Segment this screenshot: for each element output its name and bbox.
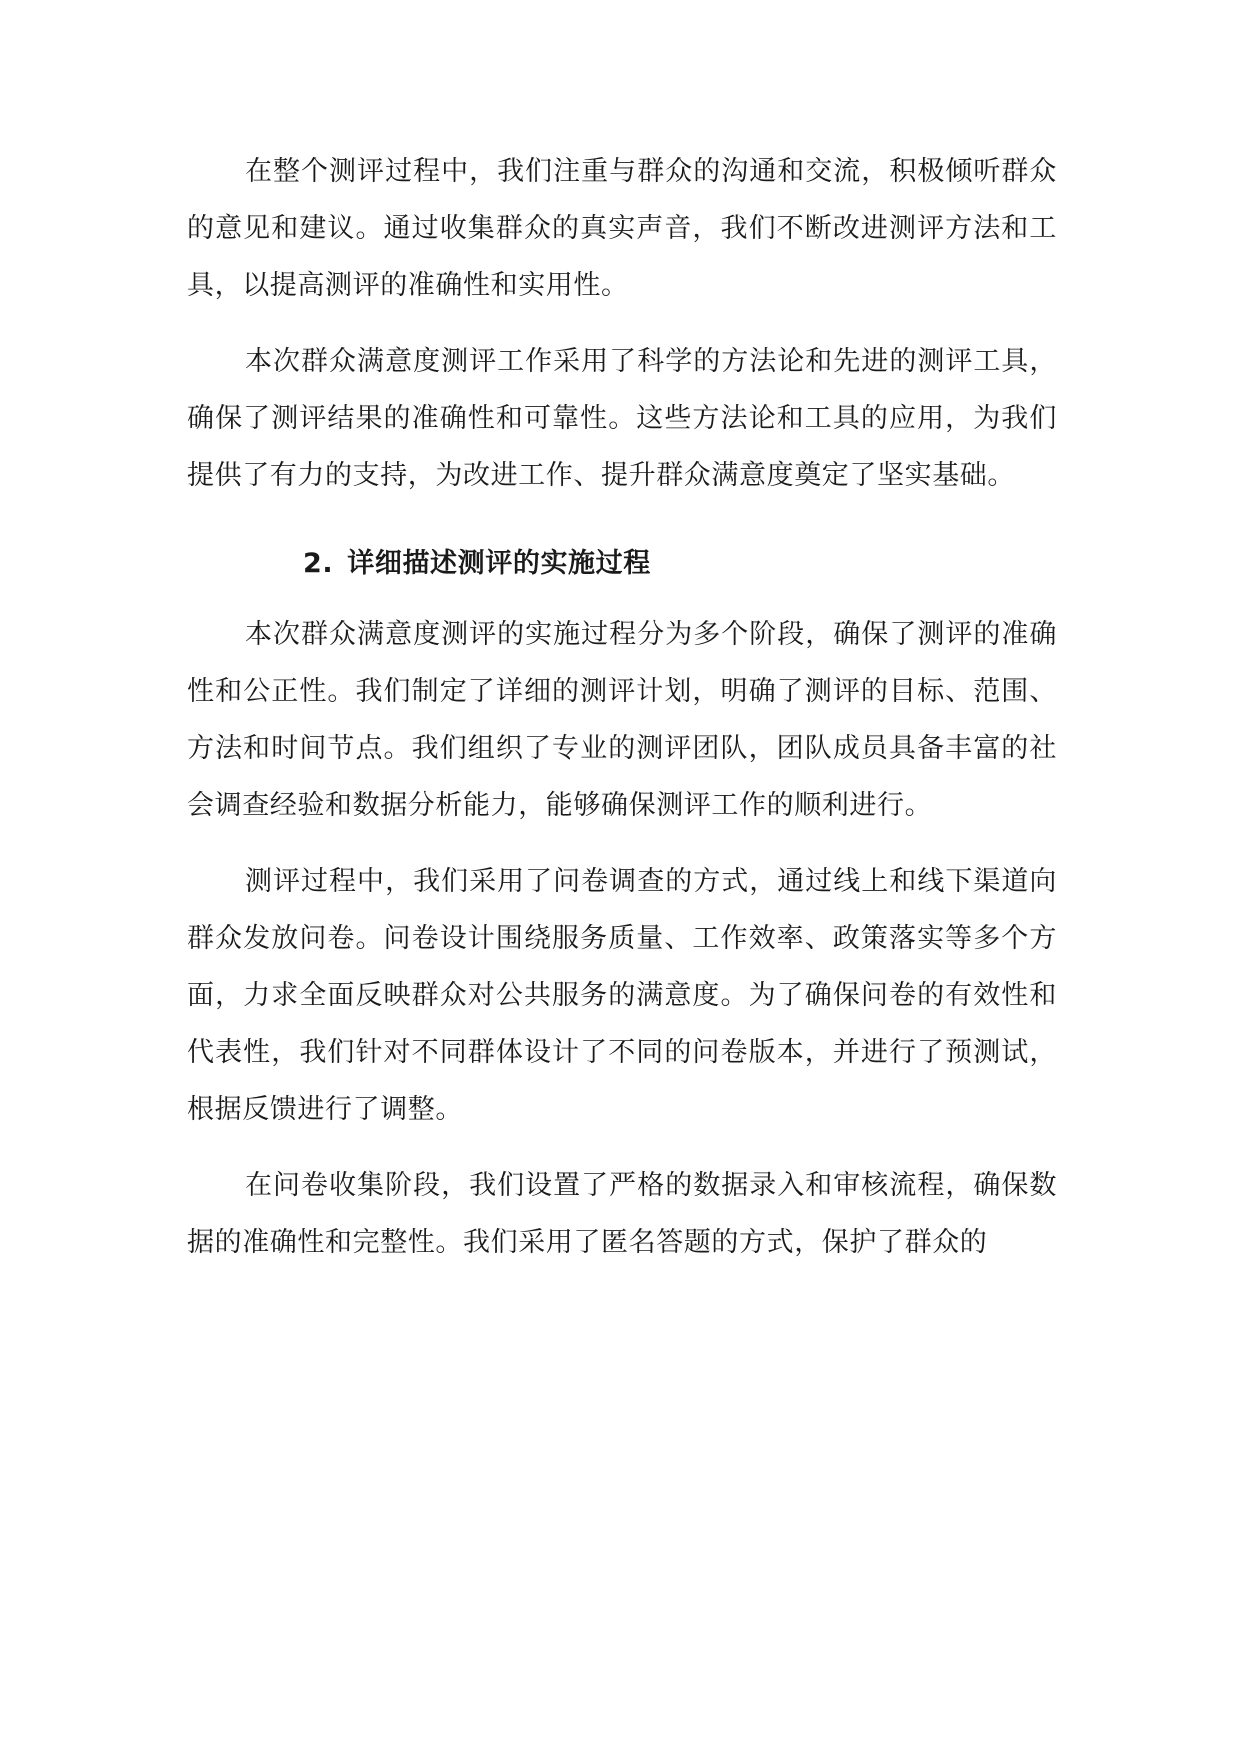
section-number: 2. [303,548,334,579]
paragraph: 本次群众满意度测评的实施过程分为多个阶段，确保了测评的准确性和公正性。我们制定了详细的测评计划，明确了测评的目标、范围、方法和时间节点。我们组织了专业的测评团队，团队成员具备丰富的社会调查经验和数据分析能力，能够确保测评工作的顺利进行。 [187,619,1057,821]
section-title: 详细描述测评的实施过程 [347,548,651,579]
document-body [187,143,1057,1290]
paragraph: 本次群众满意度测评工作采用了科学的方法论和先进的测评工具，确保了测评结果的准确性和可靠性。这些方法论和工具的应用，为我们提供了有力的支持，为改进工作、提升群众满意度奠定了坚实基础。 [187,346,1057,491]
paragraph: 测评过程中，我们采用了问卷调查的方式，通过线上和线下渠道向群众发放问卷。问卷设计围绕服务质量、工作效率、政策落实等多个方面，力求全面反映群众对公共服务的满意度。为了确保问卷的有效性和代表性，我们针对不同群体设计了不同的问卷版本，并进行了预测试，根据反馈进行了调整。 [187,866,1057,1125]
paragraph: 在整个测评过程中，我们注重与群众的沟通和交流，积极倾听群众的意见和建议。通过收集群众的真实声音，我们不断改进测评方法和工具，以提高测评的准确性和实用性。 [187,156,1057,301]
paragraph: 在问卷收集阶段，我们设置了严格的数据录入和审核流程，确保数据的准确性和完整性。我们采用了匿名答题的方式，保护了群众的 [187,1170,1057,1258]
section-heading [187,542,1057,586]
